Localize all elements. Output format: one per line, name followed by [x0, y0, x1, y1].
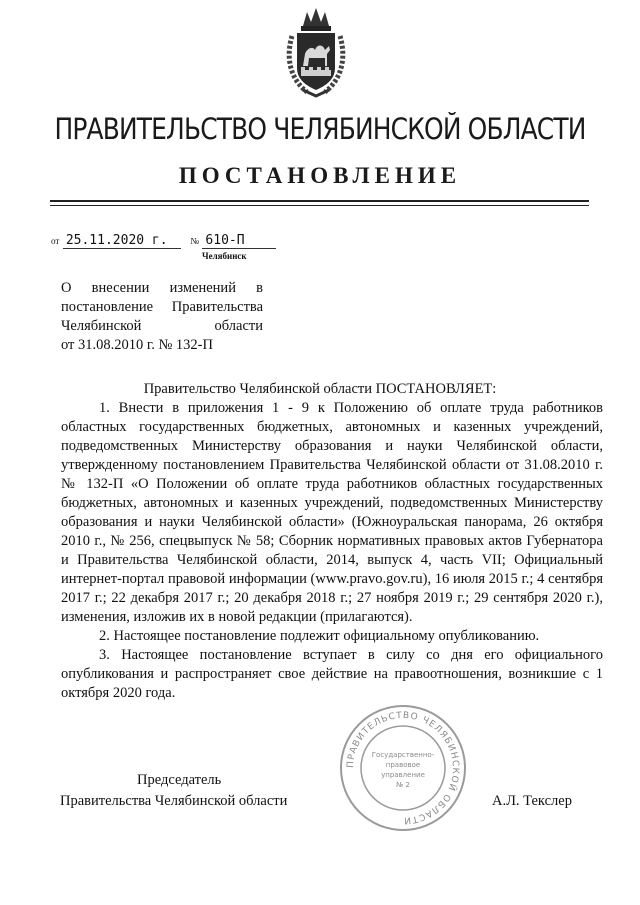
document-body — [61, 399, 603, 703]
document-number: 610-П — [202, 233, 276, 249]
stamp-inner-line: правовое — [385, 761, 421, 769]
stamp-ring-text: ПРАВИТЕЛЬСТВО ЧЕЛЯБИНСКОЙ ОБЛАСТИ — [345, 710, 461, 826]
body-item-2: 2. Настоящее постановление подлежит официальному опубликованию. — [99, 628, 540, 644]
signatory-position-line-1: Председатель — [137, 772, 222, 788]
official-seal-icon — [338, 703, 468, 833]
body-item-1: 1. Внести в приложения 1 - 9 к Положению об оплате труда работников областных государственных бюджетных, автономных и казенных учреждений, подведомственных Министерству образования и науки Челябинской области, утвержденному постановлением Правительства Челябинской области от 31.08.2010 г. № 132-П «О Положении об оплате труда работников областных государственных бюджетных, автономных и казенных учреждений, подведомственных Министерству образования и науки Челябинской области» (Южноуральская панорама, 26 октября 2010 г., № 256, спецвыпуск № 58; Сборник нормативных правовых актов Губернатора и Правительства Челябинской области, 2014, выпуск 4, часть VII; Официальный интернет-портал правовой информации (www.pravo.gov.ru), 16 июля 2015 г.; 4 сентября 2017 г.; 22 декабря 2017 г.; 20 декабря 2018 г.; 27 ноября 2019 г.; 29 сентября 2020 г.), изменения, изложив их в новой редакции (прилагаются). — [61, 400, 603, 625]
stamp-inner-line: № 2 — [396, 781, 410, 789]
header-rule-thick — [50, 200, 589, 202]
signatory-name: А.Л. Текслер — [492, 793, 572, 809]
number-prefix: № — [190, 236, 199, 246]
government-title: ПРАВИТЕЛЬСТВО ЧЕЛЯБИНСКОЙ ОБЛАСТИ — [54, 112, 586, 146]
subject-line: Челябинской области — [61, 318, 263, 334]
body-item-3: 3. Настоящее постановление вступает в силу со дня его официального опубликования и распространяет свое действие на правоотношения, возникшие с 1 октября 2020 года. — [61, 647, 603, 701]
subject-line: О внесении изменений в — [61, 280, 263, 296]
subject-line: от 31.08.2010 г. № 132-П — [61, 337, 213, 353]
registration-line — [51, 233, 276, 249]
header-rule-thin — [50, 205, 589, 206]
preamble: Правительство Челябинской области ПОСТАНОВЛЯЕТ: — [143, 381, 497, 397]
date-prefix: от — [51, 236, 60, 246]
subject-line: постановление Правительства — [61, 299, 263, 315]
document-date: 25.11.2020 г. — [63, 233, 181, 249]
coat-of-arms-icon — [283, 6, 349, 98]
signatory-position-line-2: Правительства Челябинской области — [60, 793, 288, 809]
stamp-inner-line: управление — [381, 771, 425, 779]
city-label: Челябинск — [202, 251, 247, 261]
stamp-inner-line: Государственно- — [371, 751, 435, 759]
document-type-title: ПОСТАНОВЛЕНИЕ — [178, 163, 462, 188]
document-subject — [61, 279, 263, 355]
